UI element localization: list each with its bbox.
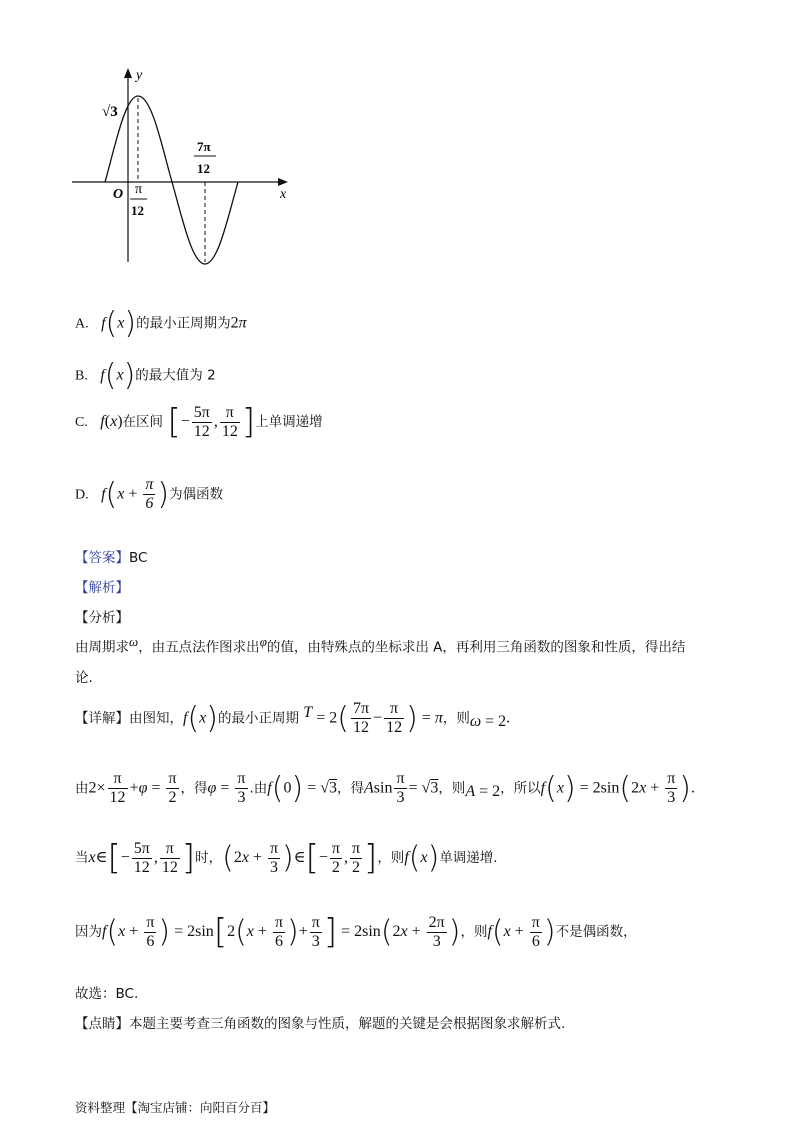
y-axis-arrow xyxy=(124,68,132,78)
origin-label: O xyxy=(113,187,124,202)
fenxi-label: 【分析】 xyxy=(75,610,129,626)
detail-line-3: 当x∈[− $\frac{5\pi}{12}$ , $\frac{\pi}{12}$ ]时，(2x + $\frac{\pi}{3}$ )∈[− $\frac{\pi}{2}$ , $\frac{\pi}{2}$ ]，则f(x)单调递增. xyxy=(75,838,498,878)
comment-label: 【点睛】 xyxy=(75,1016,129,1032)
option-a: A. f(x)的最小正周期为2π xyxy=(75,306,247,341)
detail-line-4: 因为f(x + $\frac{\pi}{6}$ ) = 2sin[2(x + $\frac{\pi}{6}$ )+ $\frac{\pi}{3}$ ] = 2sin(2x + $\frac{2\pi}{3}$ )，则f(x + $\frac{\pi}{6}$ )不是偶函数， xyxy=(75,912,637,952)
fenxi-text-1: 由周期求ω，由五点法作图求出φ的值，由特殊点的坐标求出 A，再利用三角函数的图象和性质，得出结 xyxy=(75,634,686,656)
tick-7pi12-den: 12 xyxy=(197,161,210,176)
analysis-line xyxy=(75,576,129,596)
sine-graph xyxy=(60,62,310,277)
fenxi-text-2: 论. xyxy=(75,670,93,686)
x-axis-arrow xyxy=(278,178,288,186)
answer-label: 【答案】 xyxy=(75,550,129,566)
answer-line xyxy=(75,546,147,566)
option-d: D. f(x + $\frac{\pi}{6}$ )为偶函数 xyxy=(75,476,224,512)
comment-line xyxy=(75,1012,565,1032)
option-c: C. f(x)在区间 [− $\frac{5\pi}{12}$ , $\frac{\pi}{12}$ ]上单调递增 xyxy=(75,402,323,442)
sine-curve xyxy=(105,96,238,264)
comment-text: 本题主要考查三角函数的图象与性质，解题的关键是会根据图象求解析式. xyxy=(129,1016,566,1032)
analysis-label: 【解析】 xyxy=(75,580,129,596)
tick-pi12-den: 12 xyxy=(131,203,144,218)
y-axis-label: y xyxy=(136,68,143,83)
detail-line-2: 由2× $\frac{\pi}{12}$ +φ = $\frac{\pi}{2}$ ，得φ = $\frac{\pi}{3}$ .由f(0) = √3，得Asin $\frac{\pi}{3}$ = √3，则A = 2，所以f(x) = 2sin(2x + $\frac{\pi}{3}$ ). xyxy=(75,770,696,806)
detail-line-1: 【详解】由图知，f(x)的最小正周期 T = 2( $\frac{7\pi}{12}$ − $\frac{\pi}{12}$ ) = π，则ω = 2. xyxy=(75,700,511,736)
tick-pi12-num: π xyxy=(135,182,143,197)
option-b: B. f(x)的最大值为 2 xyxy=(75,358,216,393)
choose-line: 故选：BC. xyxy=(75,986,139,1002)
tick-7pi12-num: 7π xyxy=(197,139,211,154)
x-axis-label: x xyxy=(280,187,287,202)
footer: 资料整理【淘宝店铺：向阳百分百】 xyxy=(75,1100,276,1115)
answer-value: BC xyxy=(129,550,148,566)
amplitude-label: √3 xyxy=(102,104,118,120)
